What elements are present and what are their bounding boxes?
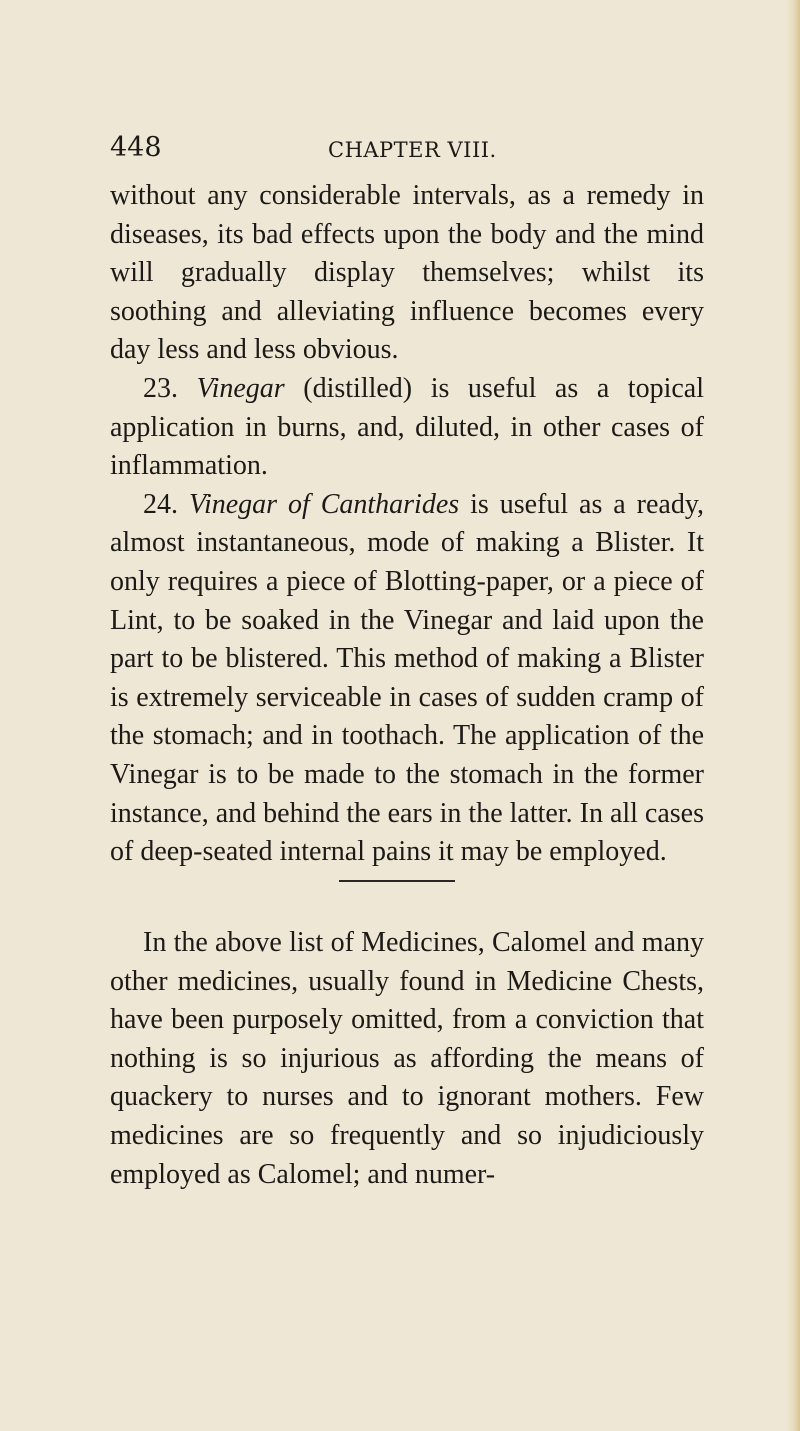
running-head: CHAPTER VIII. [328,138,497,162]
section-divider [339,880,455,882]
item-title: Vinegar [196,372,285,404]
closing-text-block [110,924,704,1194]
main-text-block [110,177,704,872]
page-number: 448 [110,132,162,163]
item-text: (distilled) is useful as a topical application in burns, and, diluted, in other cases of inflammation. [110,372,704,482]
item-number: 23. [143,372,178,404]
item-title: Vinegar of Cantharides [188,488,460,520]
paragraph-vinegar [110,370,704,486]
item-number: 24. [143,488,178,520]
page-edge [786,0,800,1431]
paragraph-continuation: without any considerable intervals, as a remedy in diseases, its bad effects upon the body and the mind will gradually display themselves; whilst its soothing and alleviating influence becomes every day less and less obvious. [110,180,704,366]
item-text: is useful as a ready, almost instantaneous, mode of making a Blister. It only requires a piece of Blotting-paper, or a piece of Lint, to be soaked in the Vinegar and laid upon the part to be blistered. This method of making a Blister is extremely serviceable in cases of sudden cramp of the stomach; and in toothach. The application of the Vinegar is to be made to the stomach in the former instance, and behind the ears in the latter. In all cases of deep-seated internal pains it may be employed. [110,488,705,868]
paragraph-cantharides [110,486,704,872]
paragraph-calomel: In the above list of Medicines, Calomel and many other medicines, usually found in Medicine Chests, have been purposely omitted, from a conviction that nothing is so injurious as affording the means of quackery to nurses and to ignorant mothers. Few medicines are so frequently and so injudiciously employed as Calomel; and numer- [110,927,704,1190]
page-header [110,128,710,168]
